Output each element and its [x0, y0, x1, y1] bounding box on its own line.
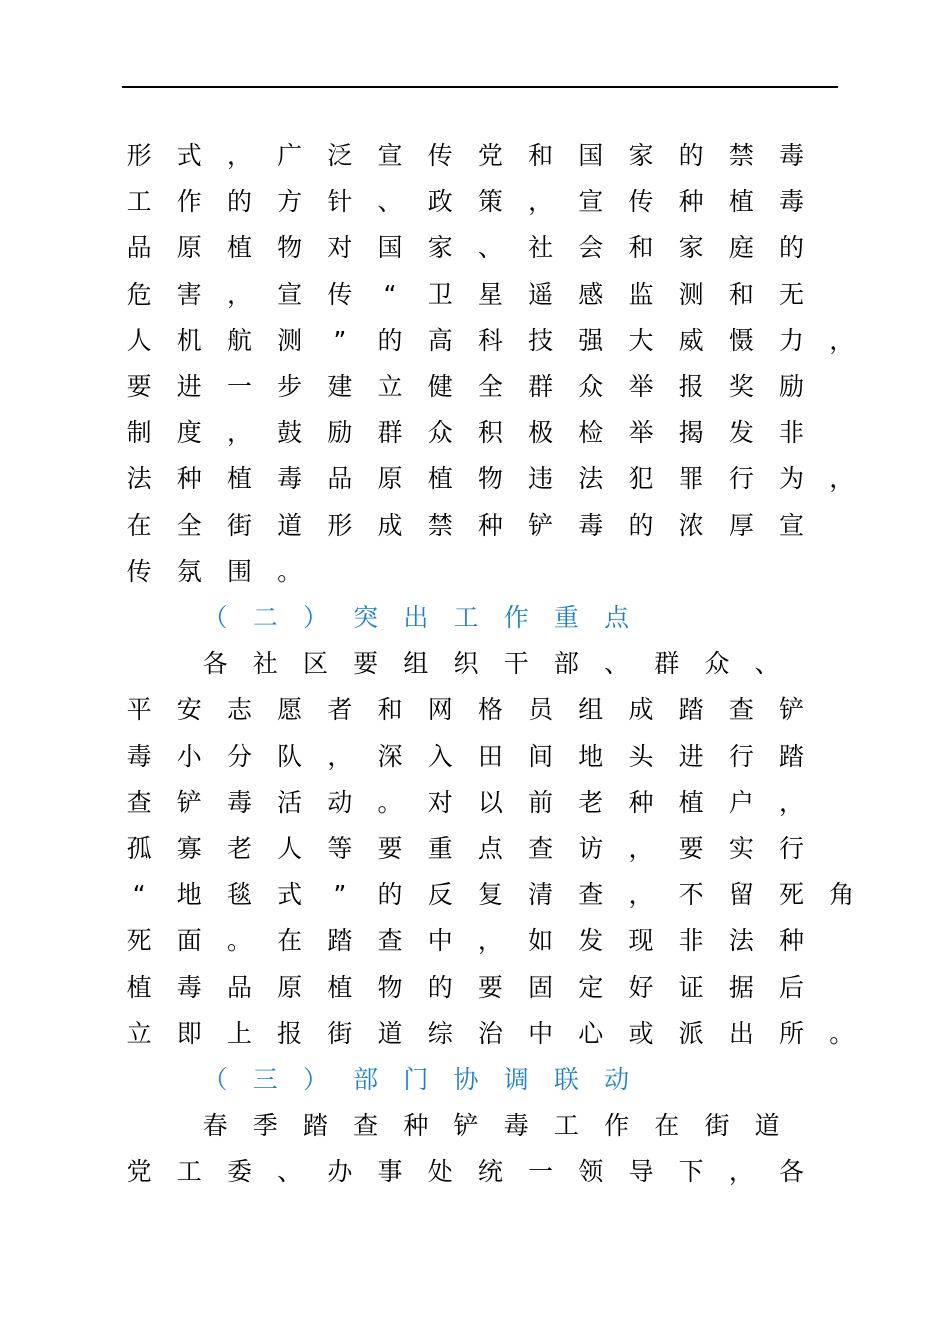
- text-line: 品 原 植 物 对 国 家 、 社 会 和 家 庭 的: [126, 233, 805, 263]
- text-line: 春 季 踏 查 种 铲 毒 工 作 在 街 道: [202, 1111, 780, 1141]
- section-heading: （ 二 ） 突 出 工 作 重 点: [202, 603, 630, 632]
- text-line: “ 地 毯 式 ” 的 反 复 清 查 ， 不 留 死 角: [132, 880, 855, 910]
- text-line: 查 铲 毒 活 动 。 对 以 前 老 种 植 户 ，: [126, 787, 805, 817]
- text-line: 党 工 委 、 办 事 处 统 一 领 导 下 ， 各: [126, 1157, 805, 1187]
- text-line: 传 氛 围 。: [126, 556, 303, 586]
- text-line: 立 即 上 报 街 道 综 治 中 心 或 派 出 所 。: [126, 1018, 855, 1048]
- text-line: 毒 小 分 队 ， 深 入 田 间 地 头 进 行 踏: [126, 741, 805, 771]
- text-line: 平 安 志 愿 者 和 网 格 员 组 成 踏 查 铲: [126, 695, 805, 725]
- text-line: 要 进 一 步 建 立 健 全 群 众 举 报 奖 励: [126, 372, 805, 401]
- text-line: 植 毒 品 原 植 物 的 要 固 定 好 证 据 后: [126, 972, 805, 1002]
- text-line: 孤 寡 老 人 等 要 重 点 查 访 ， 要 实 行: [126, 834, 805, 863]
- text-line: 各 社 区 要 组 织 干 部 、 群 众 、: [202, 649, 780, 679]
- text-line: 制 度 ， 鼓 励 群 众 积 极 检 举 揭 发 非: [126, 418, 805, 448]
- text-line: 法 种 植 毒 品 原 植 物 违 法 犯 罪 行 为 ，: [126, 464, 855, 494]
- header-rule: [122, 86, 838, 88]
- text-line: 在 全 街 道 形 成 禁 种 铲 毒 的 浓 厚 宣: [126, 510, 805, 540]
- text-line: 死 面 。 在 踏 查 中 ， 如 发 现 非 法 种: [126, 926, 805, 956]
- section-heading: （ 三 ） 部 门 协 调 联 动: [202, 1065, 630, 1094]
- text-line: 工 作 的 方 针 、 政 策 ， 宣 传 种 植 毒: [126, 187, 805, 217]
- text-line: 危 害 ， 宣 传 “ 卫 星 遥 感 监 测 和 无: [126, 279, 805, 309]
- text-line: 形 式 ， 广 泛 宣 传 党 和 国 家 的 禁 毒: [126, 141, 805, 170]
- text-line: 人 机 航 测 ” 的 高 科 技 强 大 威 慑 力 ，: [126, 325, 855, 355]
